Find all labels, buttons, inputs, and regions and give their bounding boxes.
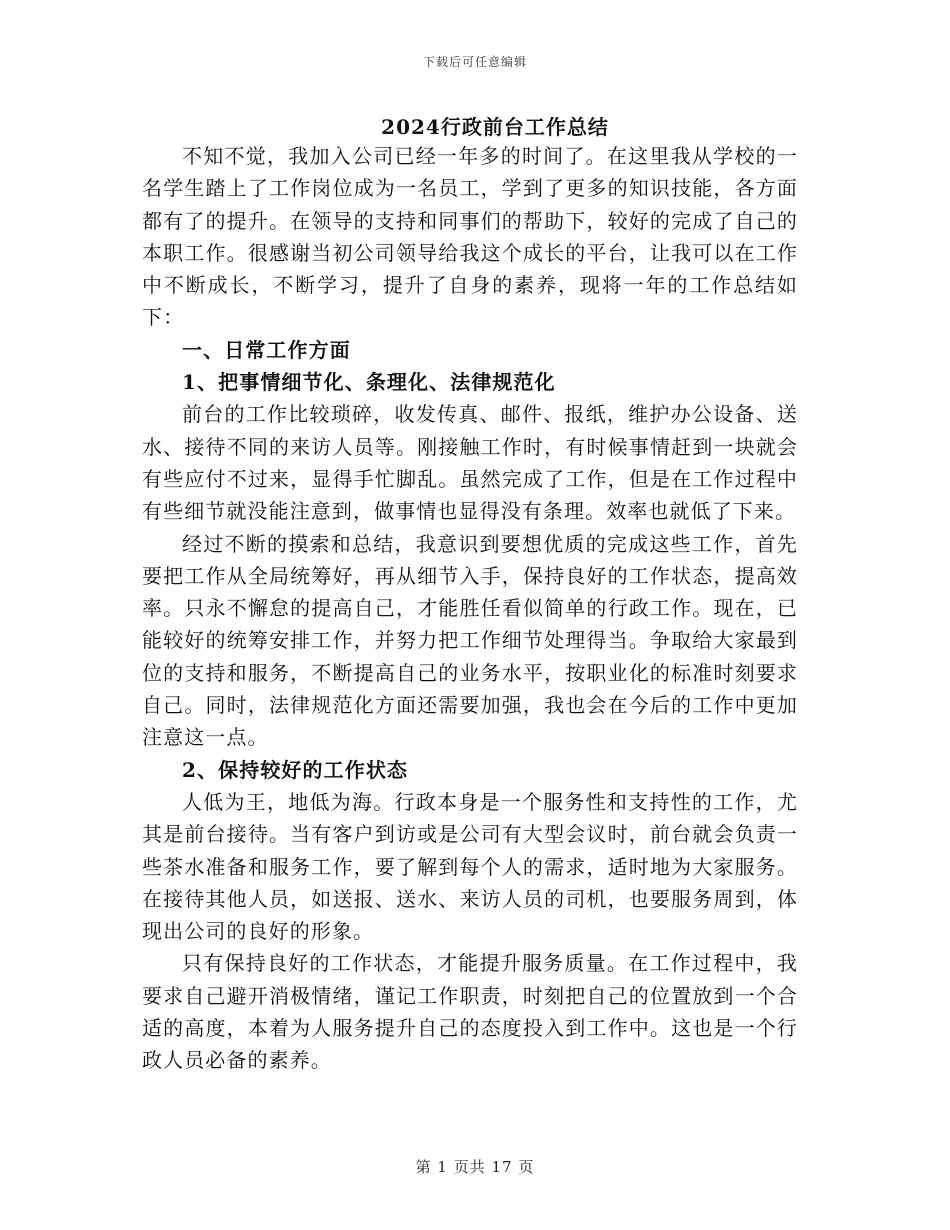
paragraph-front-desk-tasks: 前台的工作比较琐碎，收发传真、邮件、报纸，维护办公设备、送水、接待不同的来访人员等。刚接触工作时，有时候事情赶到一块就会有些应付不过来，显得手忙脚乱。虽然完成了工作，但是在工作过程中有些细节就没能注意到，做事情也显得没有条理。效率也就低了下来。 bbox=[142, 402, 798, 524]
header-note: 下载后可任意编辑 bbox=[422, 55, 527, 69]
page-number: 第 1 页共 17 页 bbox=[415, 1158, 535, 1176]
subheading-work-state: 2、保持较好的工作状态 bbox=[182, 757, 409, 782]
paragraph-service: 人低为王，地低为海。行政本身是一个服务性和支持性的工作，尤其是前台接待。当有客户到访或是公司有大型会议时，前台就会负责一些茶水准备和服务工作，要了解到每个人的需求，适时地为大家服务。在接待其他人员，如送报、送水、来访人员的司机，也要服务周到，体现出公司的良好的形象。 bbox=[142, 789, 798, 944]
paragraph-service-quality: 只有保持良好的工作状态，才能提升服务质量。在工作过程中，我要求自己避开消极情绪，谨记工作职责，时刻把自己的位置放到一个合适的高度，本着为人服务提升自己的态度投入到工作中。这也是一个行政人员必备的素养。 bbox=[142, 951, 798, 1073]
paragraph-improvement: 经过不断的摸索和总结，我意识到要想优质的完成这些工作，首先要把工作从全局统筹好，再从细节入手，保持良好的工作状态，提高效率。只永不懈怠的提高自己，才能胜任看似简单的行政工作。现在，已能较好的统筹安排工作，并努力把工作细节处理得当。争取给大家最到位的支持和服务，不断提高自己的业务水平，按职业化的标准时刻要求自己。同时，法律规范化方面还需要加强，我也会在今后的工作中更加注意这一点。 bbox=[142, 531, 798, 750]
paragraph-intro: 不知不觉，我加入公司已经一年多的时间了。在这里我从学校的一名学生踏上了工作岗位成为一名员工，学到了更多的知识技能，各方面都有了的提升。在领导的支持和同事们的帮助下，较好的完成了自己的本职工作。很感谢当初公司领导给我这个成长的平台，让我可以在工作中不断成长，不断学习，提升了自身的素养，现将一年的工作总结如下： bbox=[142, 144, 798, 330]
section-heading-daily-work: 一、日常工作方面 bbox=[182, 337, 351, 362]
document-body bbox=[142, 140, 798, 1077]
document-title: 2024行政前台工作总结 bbox=[381, 115, 609, 139]
subheading-detail-organization: 1、把事情细节化、条理化、法律规范化 bbox=[182, 370, 556, 395]
